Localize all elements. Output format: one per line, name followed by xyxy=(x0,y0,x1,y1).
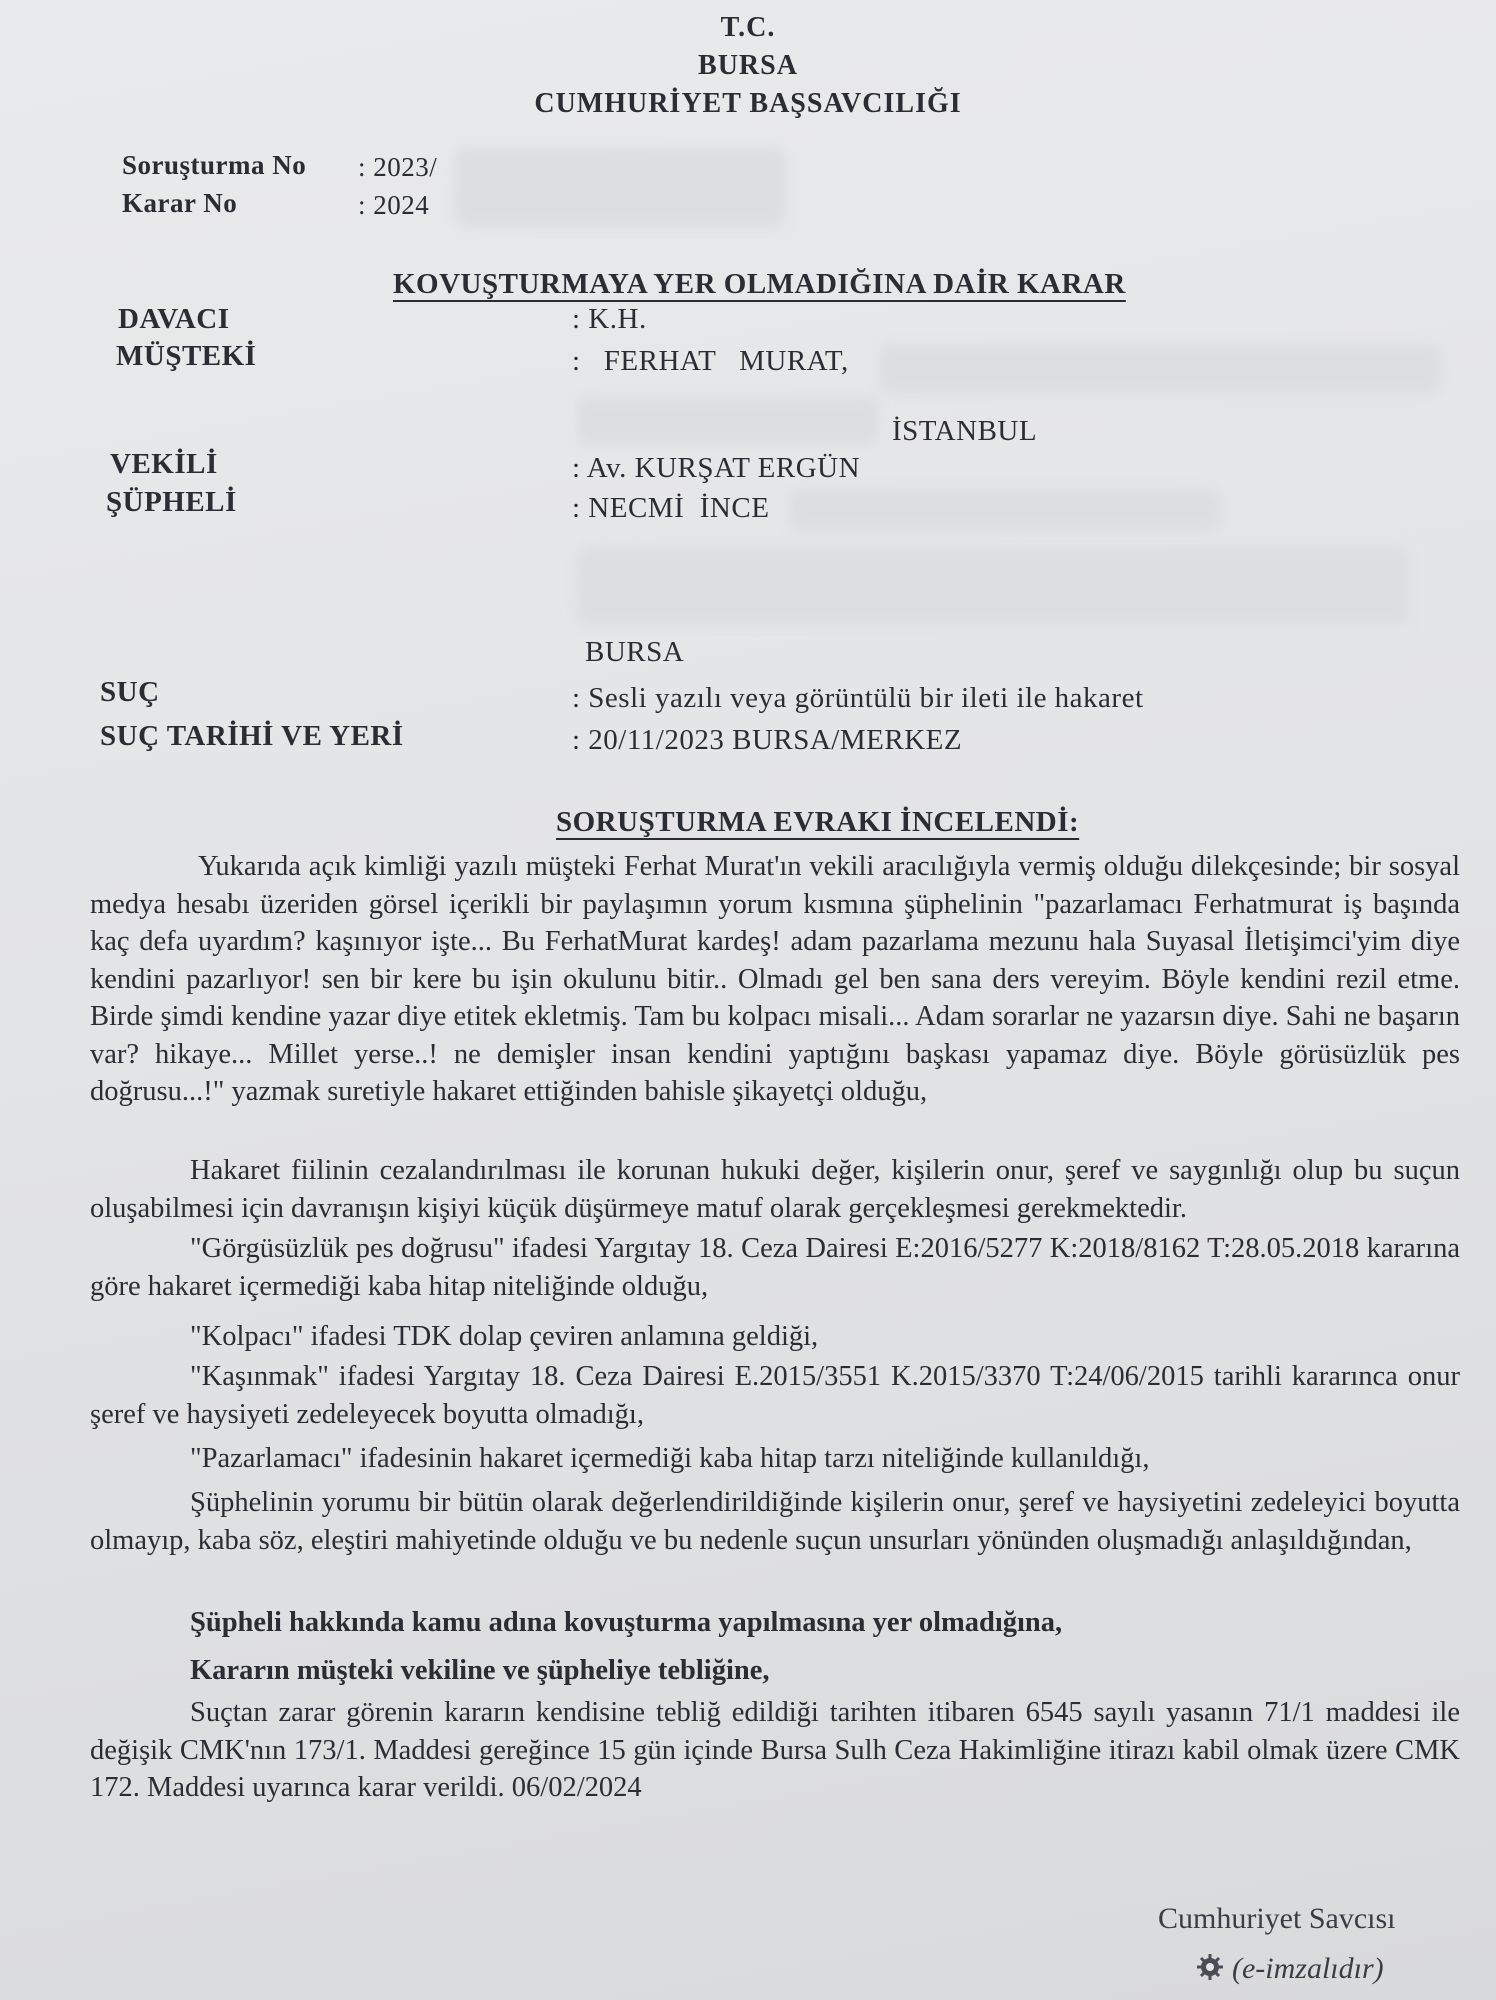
musteki-value: : FERHAT MURAT, xyxy=(572,345,849,377)
vekili-value: : Av. KURŞAT ERGÜN xyxy=(572,452,861,484)
header-office: CUMHURİYET BAŞSAVCILIĞI xyxy=(534,88,962,119)
paragraph: Hakaret fiilinin cezalandırılması ile korunan hukuki değer, kişilerin onur, şeref ve saygınlığı olup bu suçun oluşabilmesi için davranışın kişiyi küçük düşürmeye matuf olarak gerçekleşmesi gerekmektedir. xyxy=(90,1155,1460,1224)
section-title: SORUŞTURMA EVRAKI İNCELENDİ: xyxy=(556,806,1080,838)
sorusturma-no-value: : 2023/ xyxy=(358,152,438,182)
musteki-city: İSTANBUL xyxy=(892,415,1038,447)
redacted-area xyxy=(578,548,1408,624)
supheli-label: ŞÜPHELİ xyxy=(106,486,237,518)
e-signature-seal-icon xyxy=(1196,1953,1224,1981)
paragraph: "Görgüsüzlük pes doğrusu" ifadesi Yargıtay 18. Ceza Dairesi E:2016/5277 K:2018/8162 T:28.05.2018 kararına göre hakaret içermediği kaba hitap niteliğinde olduğu, xyxy=(90,1233,1460,1302)
davaci-label: DAVACI xyxy=(118,303,230,335)
header-tc: T.C. xyxy=(720,12,776,43)
sorusturma-no-label: Soruşturma No xyxy=(122,150,307,180)
supheli-value: : NECMİ İNCE xyxy=(572,492,770,524)
paragraph-bold: Kararın müşteki vekiline ve şüpheliye tebliğine, xyxy=(190,1655,770,1686)
davaci-value: : K.H. xyxy=(572,303,647,335)
karar-no-value: : 2024 xyxy=(358,190,430,220)
redacted-area xyxy=(455,148,785,226)
paragraph: Şüphelinin yorumu bir bütün olarak değerlendirildiğinde kişilerin onur, şeref ve haysiyetini zedeleyici boyutta olmayıp, kaba söz, eleştiri mahiyetinde olduğu ve bu nedenle suçun unsurları yönünden oluşmadığı anlaşıldığından, xyxy=(90,1487,1460,1556)
header-city: BURSA xyxy=(698,50,798,81)
paragraph: "Kolpacı" ifadesi TDK dolap çeviren anlamına geldiği, xyxy=(190,1321,819,1352)
paragraph: "Pazarlamacı" ifadesinin hakaret içermediği kaba hitap tarzı niteliğinde kullanıldığı, xyxy=(190,1443,1150,1474)
karar-no-label: Karar No xyxy=(122,188,238,218)
vekili-label: VEKİLİ xyxy=(110,448,218,480)
paragraph: Yukarıda açık kimliği yazılı müşteki Ferhat Murat'ın vekili aracılığıyla vermiş olduğu dilekçesinde; bir sosyal medya hesabı üzeriden görsel içerikli bir paylaşımın yorum kısmına şüphelinin "pazarlamacı Ferhatmurat iş başında kaç defa uyardım? kaşınıyor işte... Bu FerhatMurat kardeş! adam pazarlama mezunu hala Suyasal İletişimci'yim diye kendini pazarlıyor! sen bir kere bu işin okulunu bitir.. Olmadı gel ben sana ders vereyim. Böyle kendini rezil etme. Birde şimdi kendine yazar diye etitek ekletmiş. Tam bu kolpacı misali... Adam sorarlar ne yazarsın diye. Sahi ne başarın var? hikaye... Millet yerse..! ne demişler insan kendini yaptığını başkası yapamaz diye. Böyle görüsüzlük pes doğrusu...!" yazmak suretiyle hakaret ettiğinden bahisle şikayetçi olduğu, xyxy=(90,851,1460,1107)
suc-tarihi-label: SUÇ TARİHİ VE YERİ xyxy=(100,720,404,752)
redacted-area xyxy=(578,398,878,444)
suc-tarihi-value: : 20/11/2023 BURSA/MERKEZ xyxy=(572,724,963,756)
paragraph: "Kaşınmak" ifadesi Yargıtay 18. Ceza Dairesi E.2015/3551 K.2015/3370 T:24/06/2015 tarihli kararınca onur şeref ve haysiyeti zedeleyecek boyutta olmadığı, xyxy=(90,1361,1460,1430)
paragraph: Suçtan zarar görenin kararın kendisine tebliğ edildiği tarihten itibaren 6545 sayılı yasanın 71/1 maddesi ile değişik CMK'nın 173/1. Maddesi gereğince 15 gün içinde Bursa Sulh Ceza Hakimliğine itirazı kabil olmak üzere CMK 172. Maddesi uyarınca karar verildi. 06/02/2024 xyxy=(90,1697,1460,1803)
musteki-label: MÜŞTEKİ xyxy=(116,340,257,372)
paragraph-bold: Şüpheli hakkında kamu adına kovuşturma yapılmasına yer olmadığına, xyxy=(190,1607,1063,1638)
redacted-area xyxy=(790,490,1220,530)
signature-title: Cumhuriyet Savcısı xyxy=(1158,1902,1396,1935)
supheli-city: BURSA xyxy=(585,636,685,668)
redacted-area xyxy=(880,345,1440,393)
decision-title: KOVUŞTURMAYA YER OLMADIĞINA DAİR KARAR xyxy=(393,268,1126,300)
e-signature-label: (e-imzalıdır) xyxy=(1232,1952,1384,1985)
suc-label: SUÇ xyxy=(100,676,160,708)
suc-value: : Sesli yazılı veya görüntülü bir ileti ile hakaret xyxy=(572,682,1144,714)
